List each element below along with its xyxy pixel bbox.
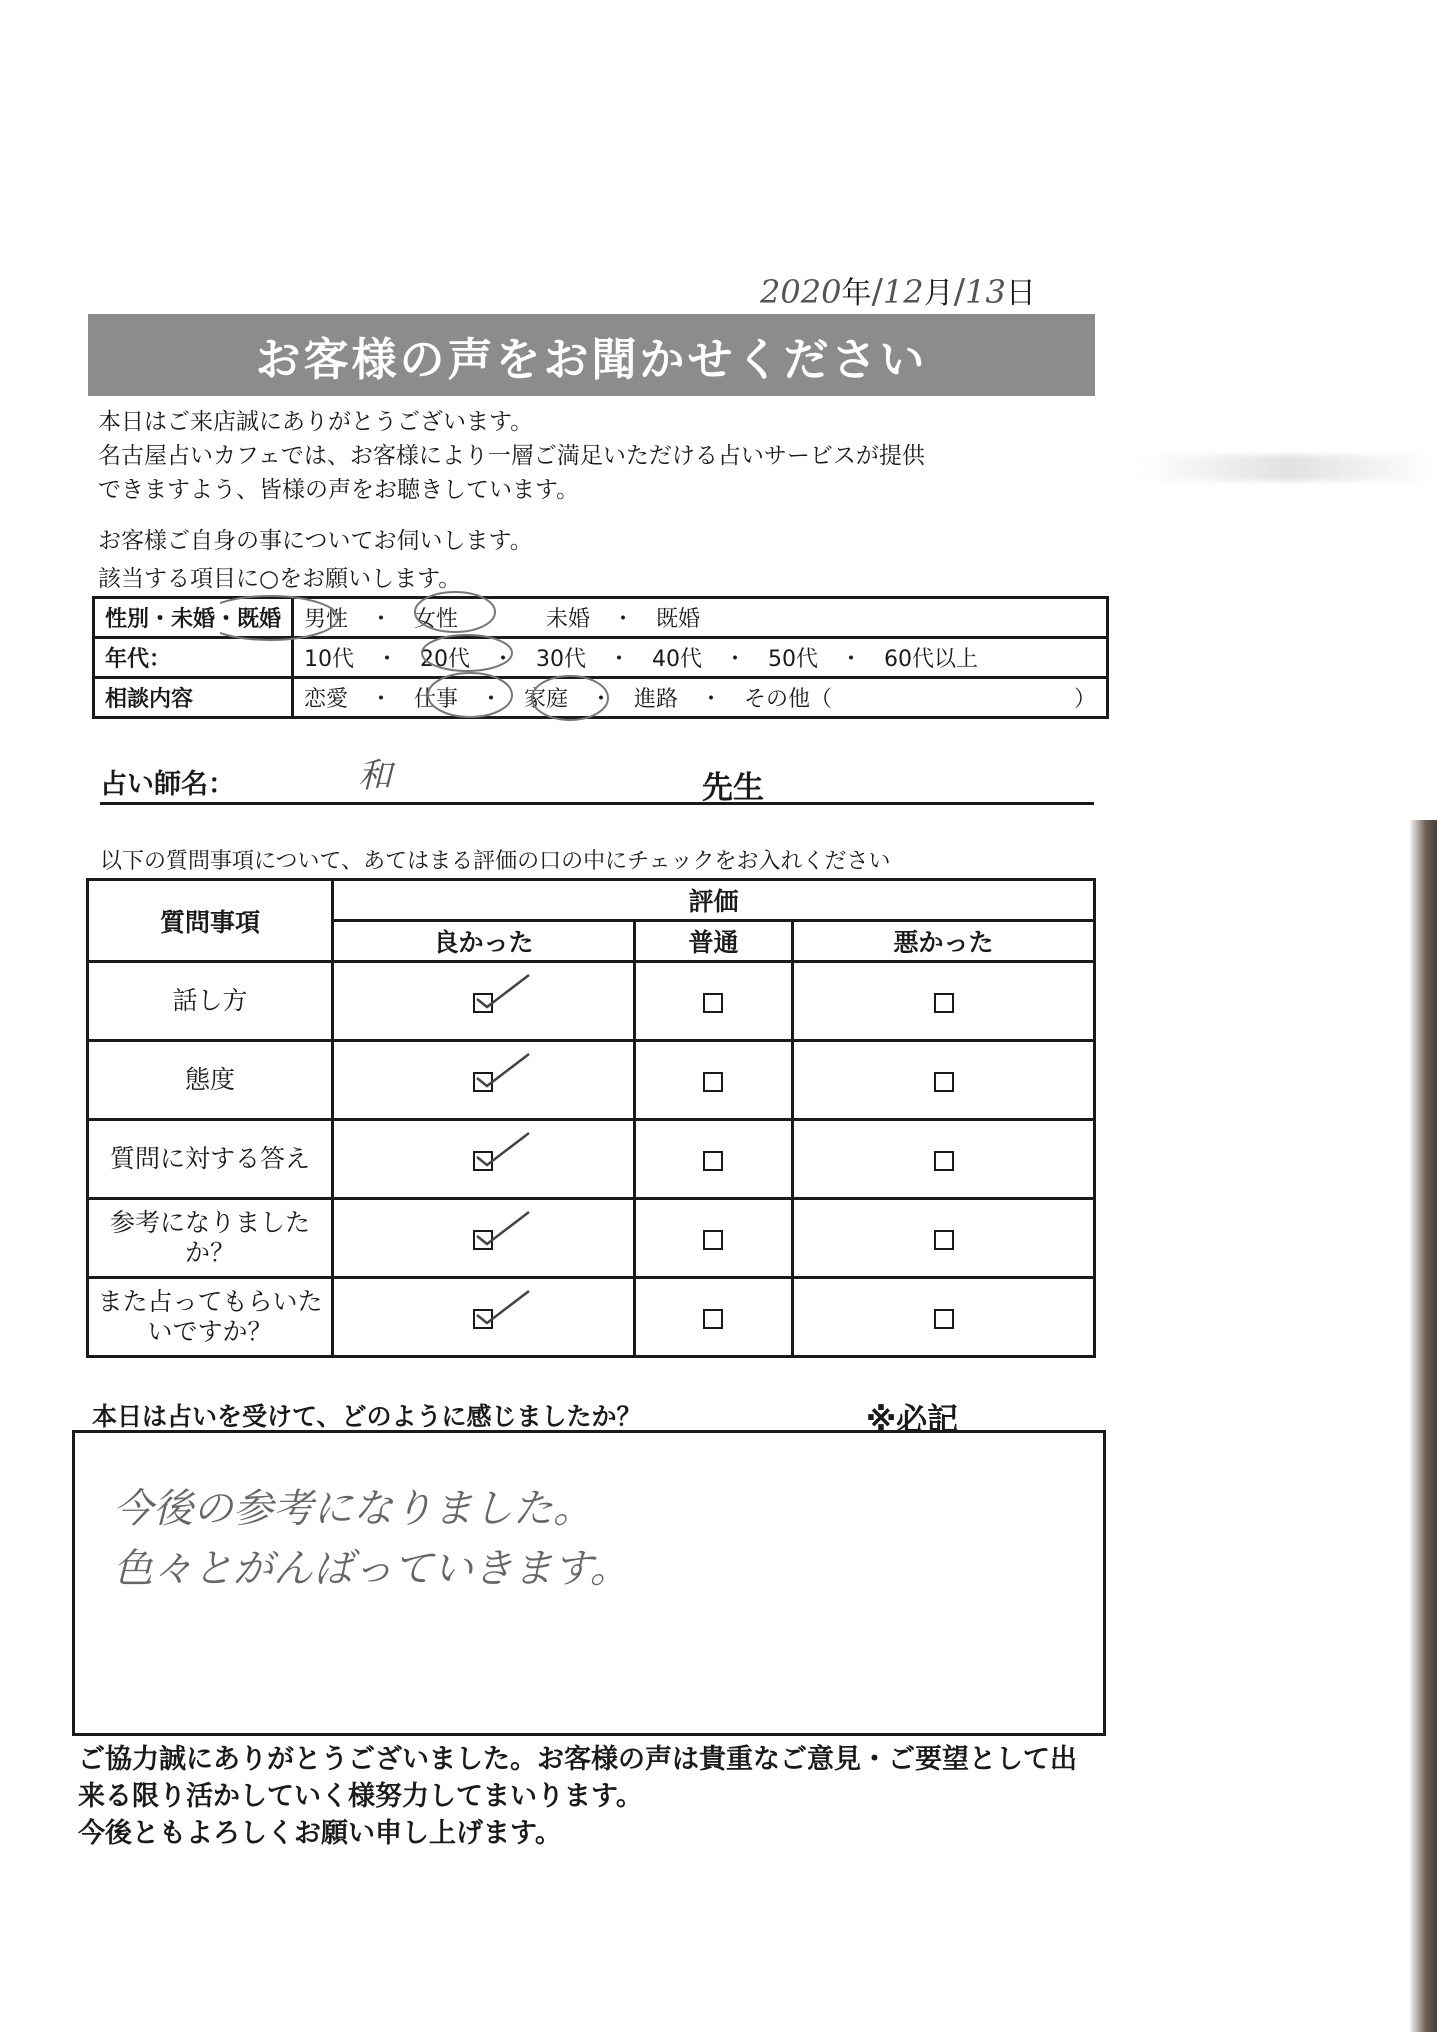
about-text bbox=[98, 522, 533, 598]
column-bad: 悪かった bbox=[793, 921, 1095, 962]
question-label: 態度 bbox=[88, 1041, 333, 1120]
question-label: 参考になりましたか？ bbox=[88, 1199, 333, 1278]
checkbox-good[interactable] bbox=[473, 1072, 493, 1092]
check-mark-icon bbox=[473, 1208, 533, 1248]
circle-mark bbox=[220, 596, 338, 640]
checkbox-bad[interactable] bbox=[934, 1151, 954, 1171]
question-label: 話し方 bbox=[88, 962, 333, 1041]
page-edge-shadow bbox=[1409, 820, 1437, 2032]
checkbox-average[interactable] bbox=[703, 1230, 723, 1250]
rating-cell bbox=[793, 1041, 1095, 1120]
rating-cell bbox=[793, 1278, 1095, 1357]
date-month-suffix: 月 bbox=[923, 276, 954, 311]
table-header-row bbox=[88, 880, 1095, 921]
rating-cell bbox=[634, 1120, 792, 1199]
question-label: また占ってもらいたいですか？ bbox=[88, 1278, 333, 1357]
rating-cell bbox=[634, 1199, 792, 1278]
table-row bbox=[88, 1199, 1095, 1278]
date-day: 13 bbox=[965, 273, 1006, 311]
circle-mark bbox=[532, 676, 608, 720]
rating-cell bbox=[333, 1199, 635, 1278]
intro-line: 本日はご来店誠にありがとうございます。 bbox=[98, 409, 534, 435]
rating-cell bbox=[333, 1041, 635, 1120]
fortune-teller-name[interactable]: 和 bbox=[358, 756, 392, 796]
checkbox-bad[interactable] bbox=[934, 1309, 954, 1329]
table-row bbox=[88, 1041, 1095, 1120]
rating-cell bbox=[793, 1120, 1095, 1199]
date-month: 12 bbox=[882, 273, 924, 311]
table-row bbox=[88, 1120, 1095, 1199]
feedback-line: 色々とがんばっていきます。 bbox=[113, 1546, 630, 1592]
checkbox-average[interactable] bbox=[703, 1309, 723, 1329]
fortune-teller-line bbox=[100, 756, 1094, 806]
checkbox-average[interactable] bbox=[703, 1151, 723, 1171]
date-day-suffix: 日 bbox=[1005, 276, 1036, 311]
closing-line: 今後ともよろしくお願い申し上げます。 bbox=[78, 1818, 562, 1849]
evaluation-table bbox=[86, 878, 1096, 1358]
checkbox-good[interactable] bbox=[473, 1151, 493, 1171]
checkbox-good[interactable] bbox=[473, 1230, 493, 1250]
table-row bbox=[88, 962, 1095, 1041]
rating-cell bbox=[333, 1120, 635, 1199]
check-mark-icon bbox=[473, 1129, 533, 1169]
checkbox-bad[interactable] bbox=[934, 993, 954, 1013]
info-label: 性別・未婚・既婚 bbox=[94, 598, 293, 638]
rating-cell bbox=[634, 1278, 792, 1357]
rating-cell bbox=[793, 1199, 1095, 1278]
check-mark-icon bbox=[473, 971, 533, 1011]
feedback-line: 今後の参考になりました。 bbox=[113, 1486, 593, 1532]
checkbox-good[interactable] bbox=[473, 993, 493, 1013]
question-header: 質問事項 bbox=[88, 880, 333, 962]
feedback-question: 本日は占いを受けて、どのように感じましたか？ bbox=[92, 1402, 642, 1431]
checkbox-bad[interactable] bbox=[934, 1072, 954, 1092]
intro-text bbox=[98, 405, 925, 507]
circle-mark bbox=[422, 635, 512, 671]
date-year-suffix: 年 bbox=[841, 276, 872, 311]
closing-line: 来る限り活かしていく様努力してまいります。 bbox=[78, 1781, 643, 1812]
question-label: 質問に対する答え bbox=[88, 1120, 333, 1199]
fortune-teller-suffix: 先生 bbox=[702, 770, 764, 806]
page-title: お客様の声をお聞かせください bbox=[88, 314, 1095, 396]
info-options[interactable]: 10代 ・ 20代 ・ 30代 ・ 40代 ・ 50代 ・ 60代以上 bbox=[293, 638, 1108, 678]
rating-cell bbox=[333, 1278, 635, 1357]
feedback-answer bbox=[113, 1479, 630, 1599]
info-options[interactable]: 男性 ・ 女性 未婚 ・ 既婚 bbox=[293, 598, 1108, 638]
about-line: お客様ご自身の事についてお伺いします。 bbox=[98, 528, 533, 554]
rating-cell bbox=[634, 962, 792, 1041]
intro-line: できますよう、皆様の声をお聴きしています。 bbox=[98, 477, 580, 503]
paper-smudge bbox=[1140, 455, 1437, 481]
column-good: 良かった bbox=[333, 921, 635, 962]
checkbox-average[interactable] bbox=[703, 993, 723, 1013]
closing-line: ご協力誠にありがとうございました。お客様の声は貴重なご意見・ご要望として出 bbox=[78, 1744, 1077, 1775]
column-average: 普通 bbox=[634, 921, 792, 962]
circle-mark bbox=[415, 592, 495, 632]
check-mark-icon bbox=[473, 1050, 533, 1090]
rating-header: 評価 bbox=[333, 880, 1095, 921]
circle-mark bbox=[428, 673, 512, 717]
checkbox-average[interactable] bbox=[703, 1072, 723, 1092]
info-label: 年代： bbox=[94, 638, 293, 678]
fortune-teller-label: 占い師名： bbox=[100, 769, 235, 800]
checkbox-bad[interactable] bbox=[934, 1230, 954, 1250]
required-note: ※必記 bbox=[866, 1402, 959, 1438]
evaluation-instruction: 以下の質問事項について、あてはまる評価の口の中にチェックをお入れください bbox=[100, 849, 891, 874]
info-label: 相談内容 bbox=[94, 678, 293, 718]
intro-line: 名古屋占いカフェでは、お客様により一層ご満足いただける占いサービスが提供 bbox=[98, 443, 925, 469]
rating-cell bbox=[793, 962, 1095, 1041]
handwritten-circles bbox=[220, 590, 640, 750]
info-options[interactable]: 恋愛 ・ 仕事 ・ 家庭 ・ 進路 ・ その他（ ） bbox=[293, 678, 1108, 718]
check-mark-icon bbox=[473, 1287, 533, 1327]
feedback-textarea[interactable] bbox=[72, 1430, 1106, 1736]
rating-cell bbox=[634, 1041, 792, 1120]
about-line: 該当する項目に○をお願いします。 bbox=[98, 566, 462, 592]
survey-date: 2020 年 / 12 月 / 13 日 bbox=[760, 268, 1036, 312]
date-year: 2020 bbox=[760, 273, 842, 311]
rating-cell bbox=[333, 962, 635, 1041]
table-row bbox=[88, 1278, 1095, 1357]
closing-message bbox=[78, 1741, 1077, 1852]
checkbox-good[interactable] bbox=[473, 1309, 493, 1329]
